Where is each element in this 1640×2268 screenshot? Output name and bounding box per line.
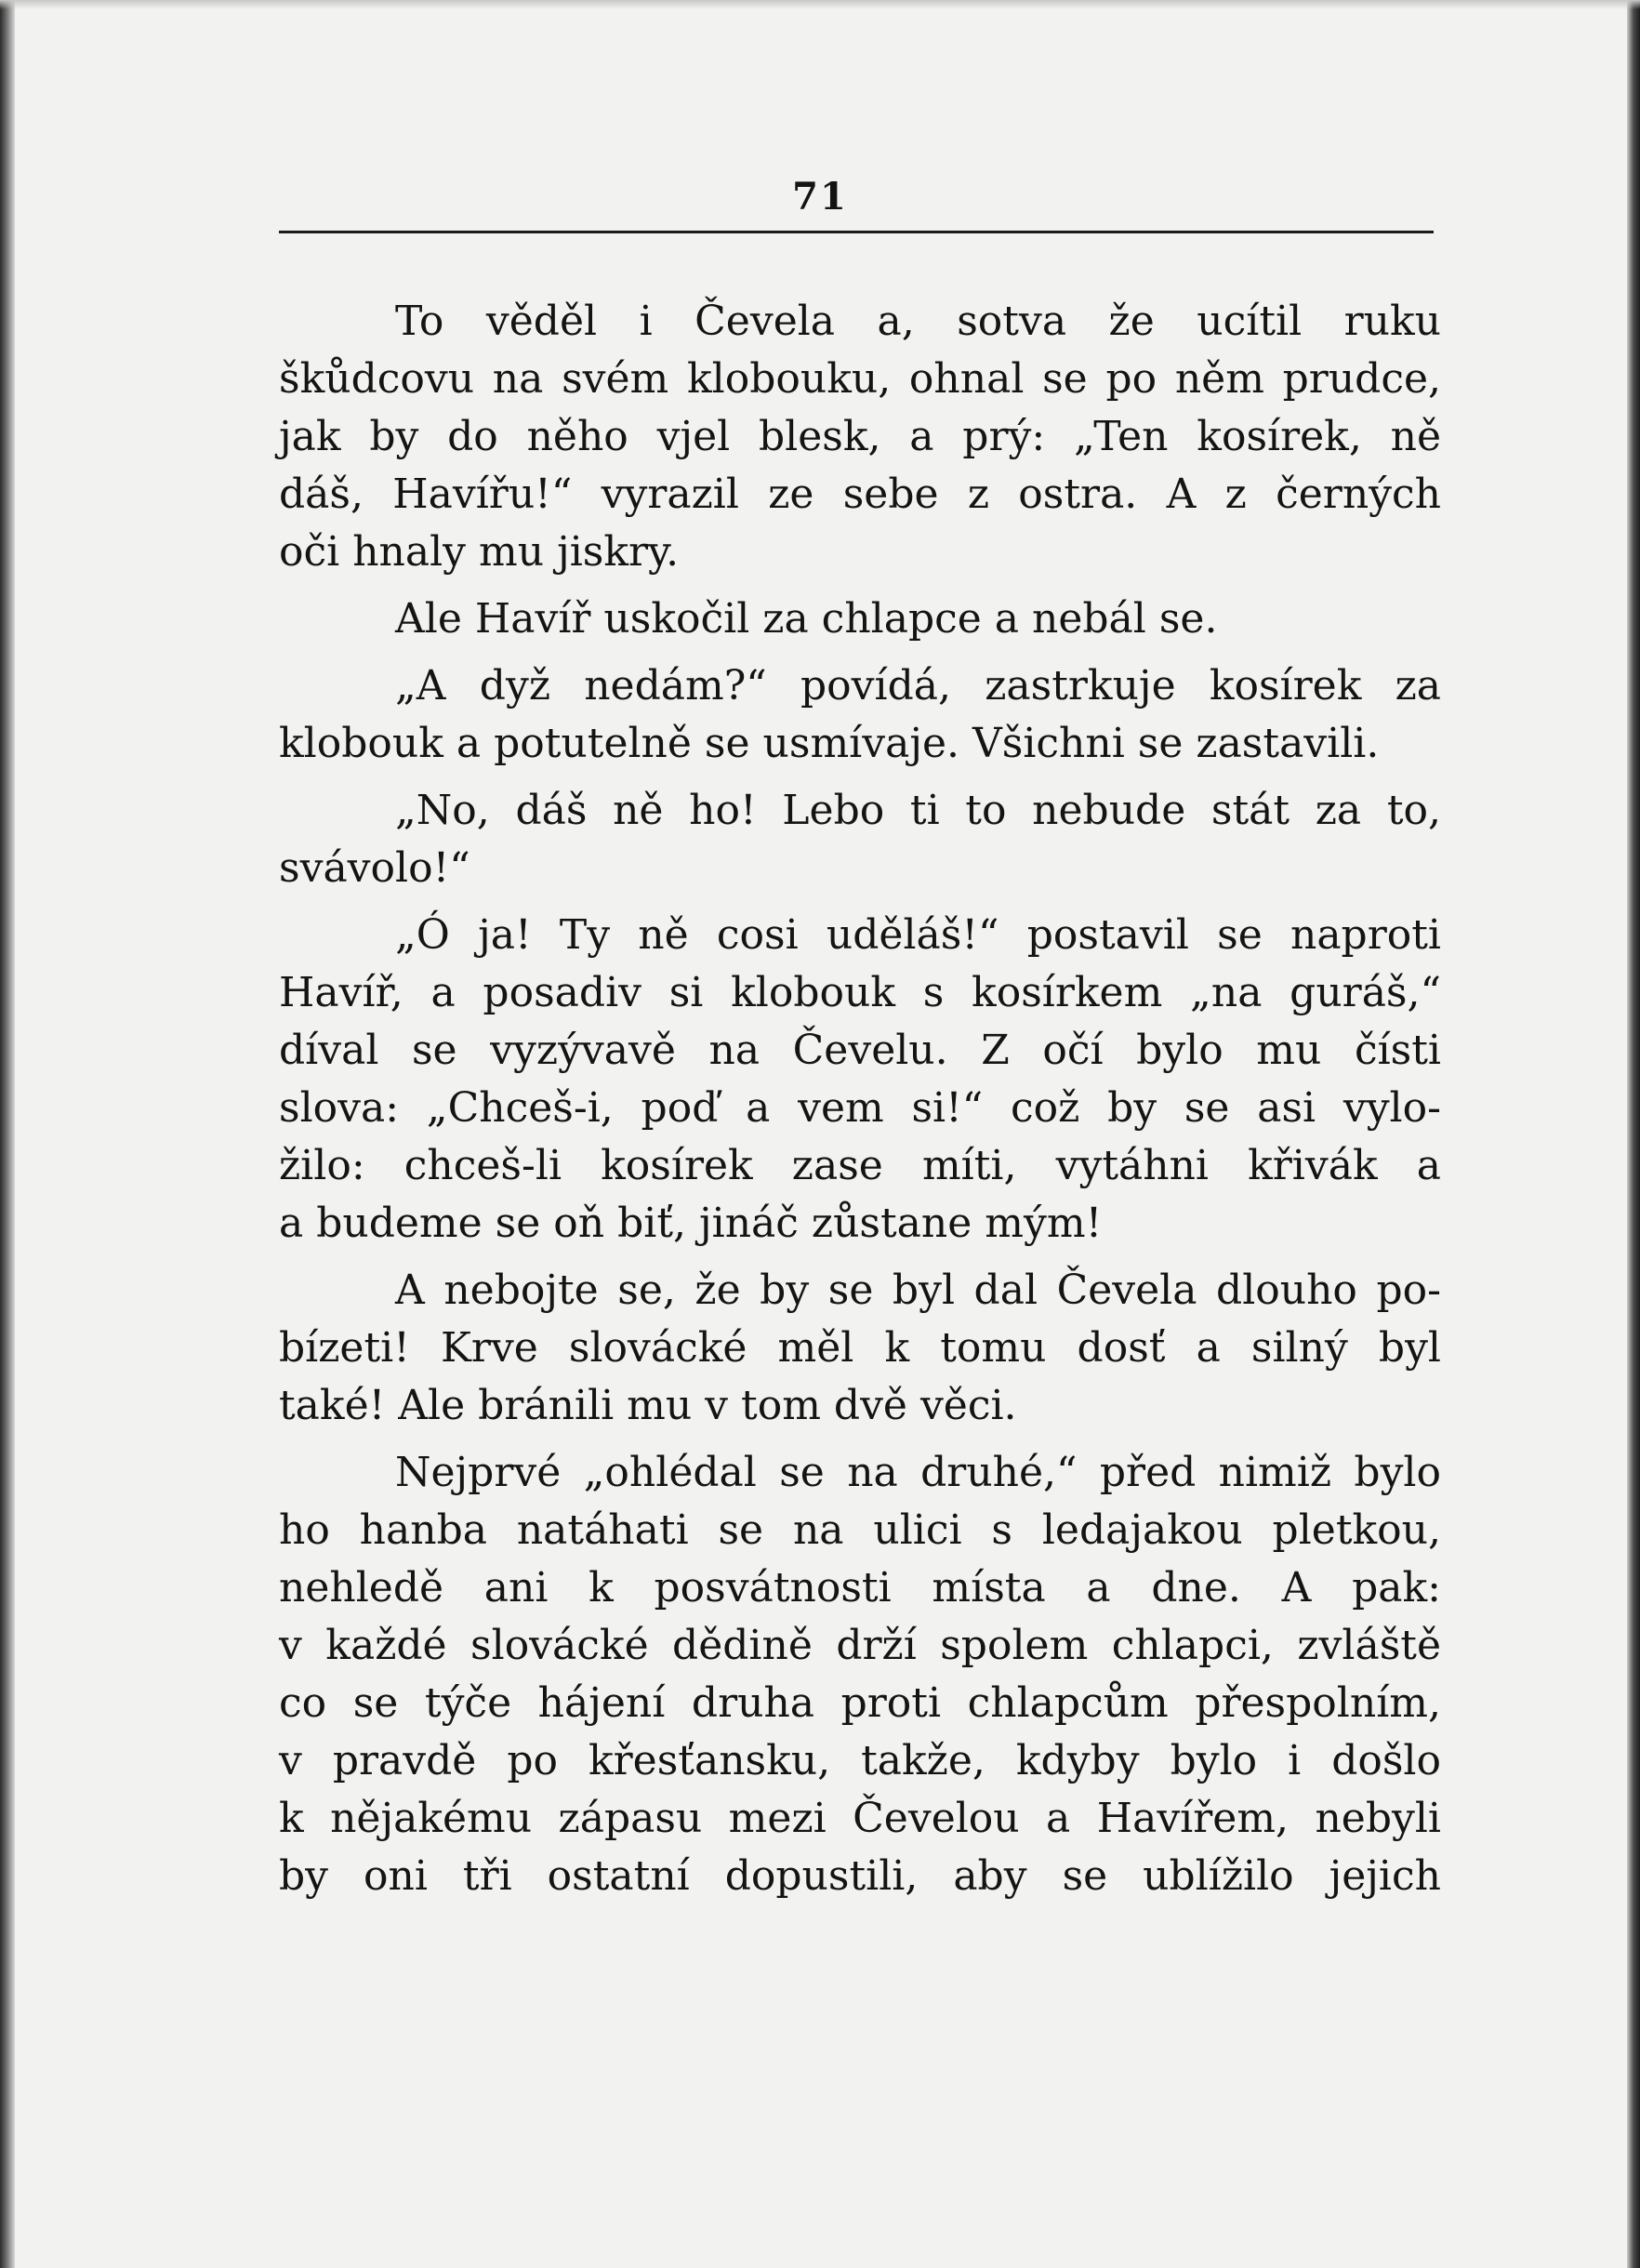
text-line: dáš, Havířu!“ vyrazil ze sebe z ostra. A z černých bbox=[279, 471, 1441, 518]
paragraph bbox=[279, 657, 1441, 773]
text-line: také! Ale bránili mu v tom dvě věci. bbox=[279, 1382, 1017, 1429]
text-line: „No, dáš ně ho! Lebo ti to nebude stát za to, bbox=[395, 787, 1441, 834]
text-line: ho hanba natáhati se na ulici s ledajakou pletkou, bbox=[279, 1506, 1441, 1554]
text-line: Ale Havíř uskočil za chlapce a nebál se. bbox=[395, 595, 1218, 643]
paragraph bbox=[279, 1444, 1441, 1905]
text-line: a budeme se oň biť, jináč zůstane mým! bbox=[279, 1200, 1103, 1247]
page-number: 71 bbox=[792, 175, 848, 219]
scan-edge-left bbox=[0, 0, 15, 2268]
text-line: slova: „Chceš-i, poď a vem si!“ což by se asi vylo- bbox=[279, 1084, 1441, 1132]
header-rule bbox=[279, 231, 1434, 233]
text-line: žilo: chceš-li kosírek zase míti, vytáhni křivák a bbox=[279, 1142, 1441, 1189]
text-line: jak by do něho vjel blesk, a prý: „Ten kosírek, ně bbox=[279, 413, 1441, 460]
scan-edge-right bbox=[1627, 0, 1640, 2268]
text-line: by oni tři ostatní dopustili, aby se ublížilo jejich bbox=[279, 1852, 1441, 1900]
scan-edge-top bbox=[0, 0, 1640, 9]
text-line: v každé slovácké dědině drží spolem chlapci, zvláště bbox=[279, 1622, 1441, 1669]
text-line: nehledě ani k posvátnosti místa a dne. A pak: bbox=[279, 1564, 1441, 1611]
text-line: díval se vyzývavě na Čevelu. Z očí bylo mu čísti bbox=[279, 1027, 1441, 1074]
text-line: k nějakému zápasu mezi Čevelou a Havířem, nebyli bbox=[279, 1795, 1441, 1842]
text-line: klobouk a potutelně se usmívaje. Všichni se zastavili. bbox=[279, 720, 1380, 767]
paragraph bbox=[279, 907, 1441, 1253]
text-line: To věděl i Čevela a, sotva že ucítil ruku bbox=[395, 298, 1441, 345]
text-line: „A dyž nedám?“ povídá, zastrkuje kosírek za bbox=[395, 662, 1441, 710]
text-line: „Ó ja! Ty ně cosi uděláš!“ postavil se naproti bbox=[395, 911, 1441, 959]
body-text bbox=[279, 293, 1441, 1905]
text-line: v pravdě po křesťansku, takže, kdyby bylo i došlo bbox=[279, 1737, 1441, 1784]
text-line: Nejprvé „ohlédal se na druhé,“ před nimiž bylo bbox=[395, 1449, 1441, 1496]
paragraph bbox=[279, 1262, 1441, 1435]
text-line: bízeti! Krve slovácké měl k tomu dosť a silný byl bbox=[279, 1324, 1441, 1372]
paragraph bbox=[279, 782, 1441, 897]
text-line: A nebojte se, že by se byl dal Čevela dlouho po- bbox=[395, 1267, 1441, 1314]
text-line: co se týče hájení druha proti chlapcům přespolním, bbox=[279, 1679, 1441, 1727]
text-line: škůdcovu na svém klobouku, ohnal se po něm prudce, bbox=[279, 355, 1441, 403]
text-line: oči hnaly mu jiskry. bbox=[279, 528, 680, 576]
paragraph bbox=[279, 590, 1441, 648]
text-line: Havíř, a posadiv si klobouk s kosírkem „na guráš,“ bbox=[279, 969, 1441, 1016]
text-line: svávolo!“ bbox=[279, 844, 470, 892]
paragraph bbox=[279, 293, 1441, 581]
